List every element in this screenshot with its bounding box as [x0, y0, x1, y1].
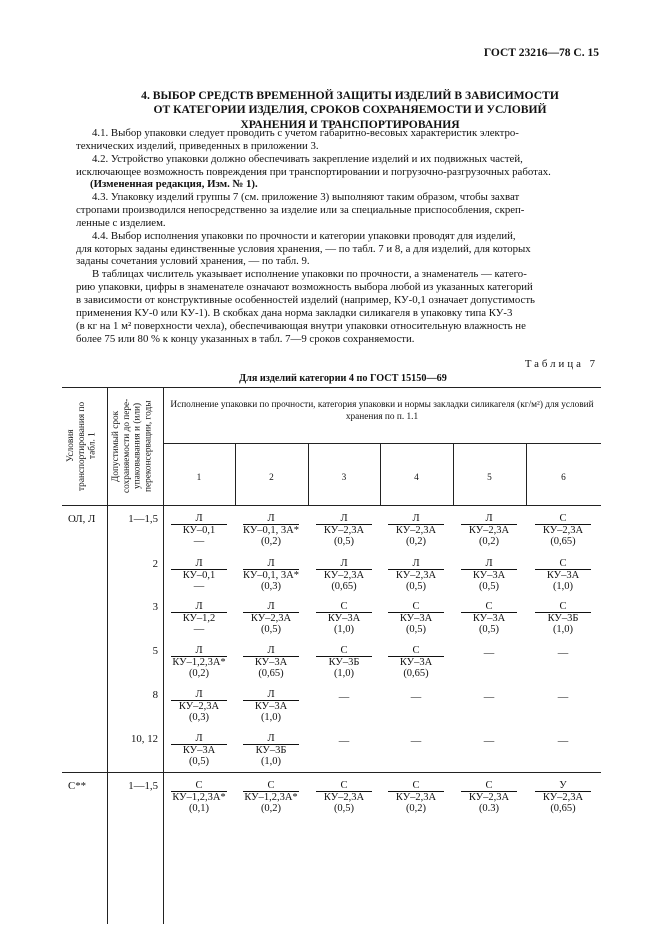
table-cell: [309, 558, 379, 592]
strength-class: Л: [267, 601, 275, 612]
table-cell: [528, 645, 598, 659]
table-cell: [454, 645, 524, 659]
silica-gel-norm: (1,0): [333, 624, 355, 635]
strength-class: С: [412, 780, 420, 791]
package-category: КУ–3А: [316, 612, 372, 624]
column-number: 1: [196, 473, 202, 483]
strength-class: Л: [485, 558, 493, 569]
package-category: КУ–0,1: [171, 569, 227, 581]
transport-condition: ОЛ, Л: [68, 513, 96, 525]
table-cell: [164, 780, 234, 814]
package-category: КУ–2,3А: [461, 791, 517, 803]
table-cell: [381, 645, 451, 679]
empty-dash: —: [338, 736, 350, 747]
table-cell: [381, 513, 451, 547]
header-divider: [163, 443, 601, 444]
package-category: КУ–0,1, 3А*: [243, 525, 299, 536]
table-top-border: [62, 387, 601, 388]
paragraph-line: исключающее возможность повреждения при транспортировании и погрузочно-разгрузочных работах.: [76, 165, 551, 178]
table-cell: [236, 558, 306, 592]
strength-class: Л: [267, 733, 275, 744]
table-cell: [381, 780, 451, 814]
strength-class: У: [559, 780, 567, 791]
silica-gel-norm: (0,5): [333, 536, 355, 547]
strength-class: Л: [340, 558, 348, 569]
table-cell: [309, 733, 379, 747]
empty-dash: —: [410, 692, 422, 703]
header-conditions: Условия транспортирования по табл. 1: [66, 401, 98, 491]
table-cell: [528, 780, 598, 814]
silica-gel-norm: —: [193, 581, 205, 592]
paragraph-line: 4.4. Выбор исполнения упаковки по прочности и категории упаковки проводят для изделий,: [92, 229, 516, 242]
header-storage-conditions: Исполнение упаковки по прочности, категория упаковки и нормы закладки силикагеля (кг/м²) для условий хранения по п. 1.1: [170, 400, 594, 422]
strength-class: Л: [267, 558, 275, 569]
package-category: КУ–3А: [243, 656, 299, 668]
silica-gel-norm: (1,0): [260, 712, 282, 723]
table-cell: [381, 601, 451, 635]
table-cell: [454, 689, 524, 703]
strength-class: Л: [195, 645, 203, 656]
strength-class: С: [340, 645, 348, 656]
table-cell: [164, 645, 234, 679]
strength-class: С: [485, 601, 493, 612]
table-cell: [528, 601, 598, 635]
silica-gel-norm: (0,2): [260, 803, 282, 814]
package-category: КУ–2,3А: [388, 524, 444, 536]
table-cell: [236, 689, 306, 723]
package-category: КУ–1,2,3А*: [172, 657, 226, 668]
silica-gel-norm: (0,2): [260, 536, 282, 547]
strength-class: С: [559, 513, 567, 524]
package-category: КУ–0,1, 3А*: [243, 570, 299, 581]
silica-gel-norm: (0,65): [258, 668, 284, 679]
amendment-note: (Измененная редакция, Изм. № 1).: [90, 178, 258, 191]
paragraph-line: технических изделий, приведенных в приложении 3.: [76, 139, 319, 152]
strength-class: С: [412, 645, 420, 656]
empty-dash: —: [410, 736, 422, 747]
package-category: КУ–2,3А: [535, 791, 591, 803]
paragraph-line: ленные с изделием.: [76, 216, 166, 229]
table-cell: [164, 558, 234, 592]
table-cell: [164, 733, 234, 767]
storage-term: 5: [152, 645, 158, 657]
table-cell: [236, 513, 306, 547]
package-category: КУ–2,3А: [243, 612, 299, 624]
empty-dash: —: [483, 736, 495, 747]
strength-class: С: [485, 780, 493, 791]
package-category: КУ–3А: [243, 700, 299, 712]
storage-term: 3: [152, 601, 158, 613]
package-category: КУ–3Б: [243, 744, 299, 756]
strength-class: С: [340, 780, 348, 791]
table-cell: [309, 513, 379, 547]
empty-dash: —: [557, 648, 569, 659]
table-cell: [236, 645, 306, 679]
table-cell: [381, 689, 451, 703]
storage-term: 8: [152, 689, 158, 701]
strength-class: Л: [412, 513, 420, 524]
column-number: 3: [341, 473, 347, 483]
strength-class: Л: [267, 689, 275, 700]
strength-class: Л: [195, 513, 203, 524]
package-category: КУ–1,2,3А*: [172, 792, 226, 803]
header-bottom-border: [62, 505, 601, 506]
body-text: [76, 127, 606, 345]
paragraph-line: в зависимости от конструктивные особенностей изделий (например, КУ-0,1 означает допустимость: [76, 293, 535, 306]
storage-term: 1—1,5: [128, 780, 158, 792]
paragraph-line: применения КУ-0 или КУ-1). В скобках дана норма закладки силикагеля в упаковку типа КУ-3: [76, 306, 513, 319]
section-title-line: ОТ КАТЕГОРИИ ИЗДЕЛИЯ, СРОКОВ СОХРАНЯЕМОСТИ И УСЛОВИЙ: [153, 103, 547, 117]
table-cell: [309, 689, 379, 703]
table-cell: [164, 601, 234, 635]
package-category: КУ–2,3А: [535, 524, 591, 536]
table-cell: [164, 689, 234, 723]
section-title-line: ХРАНЕНИЯ И ТРАНСПОРТИРОВАНИЯ: [240, 117, 460, 131]
package-category: КУ–3А: [461, 569, 517, 581]
table-cell: [381, 558, 451, 592]
silica-gel-norm: (0,65): [550, 803, 576, 814]
row-group-divider: [62, 772, 601, 773]
strength-class: С: [267, 780, 275, 791]
package-category: КУ–3А: [171, 744, 227, 756]
silica-gel-norm: (0,5): [333, 803, 355, 814]
silica-gel-norm: (0,5): [405, 581, 427, 592]
storage-term: 2: [152, 558, 158, 570]
column-number: 4: [414, 473, 419, 483]
silica-gel-norm: (0,65): [550, 536, 576, 547]
empty-dash: —: [483, 692, 495, 703]
silica-gel-norm: (0,2): [478, 536, 500, 547]
paragraph-line: более 75 или 80 % к концу указанных в табл. 7—9 сроков сохраняемости.: [76, 332, 415, 345]
package-category: КУ–3А: [388, 656, 444, 668]
package-category: КУ–2,3А: [171, 700, 227, 712]
strength-class: Л: [267, 513, 275, 524]
paragraph-line: для которых заданы единственные условия хранения, — по табл. 7 и 8, а для изделий, для которых: [76, 242, 531, 255]
paragraph-line: В таблицах числитель указывает исполнение упаковки по прочности, а знаменатель — катего-: [92, 268, 527, 281]
silica-gel-norm: (0,65): [403, 668, 429, 679]
section-title: [90, 89, 610, 132]
package-category: КУ–1,2,3А*: [244, 792, 298, 803]
paragraph-line: рию упаковки, цифры в знаменателе означают возможность выбора любой из указанных категорий: [76, 281, 533, 294]
package-category: КУ–2,3А: [316, 524, 372, 536]
column-number: 2: [269, 473, 274, 483]
table-cell: [528, 558, 598, 592]
silica-gel-norm: (0,5): [188, 756, 210, 767]
strength-class: Л: [412, 558, 420, 569]
silica-gel-norm: —: [193, 624, 205, 635]
package-category: КУ–0,1: [171, 524, 227, 536]
strength-class: Л: [485, 513, 493, 524]
package-category: КУ–2,3А: [316, 791, 372, 803]
table-cell: [528, 689, 598, 703]
table-cell: [309, 601, 379, 635]
transport-condition: С**: [68, 780, 86, 792]
package-category: КУ–1,2: [171, 612, 227, 624]
package-category: КУ–3А: [461, 612, 517, 624]
strength-class: С: [559, 601, 567, 612]
table-number: Таблица 7: [524, 358, 598, 370]
paragraph-line: стропами производился непосредственно за изделие или за специальные приспособления, скреп-: [76, 204, 525, 217]
silica-gel-norm: (1,0): [260, 756, 282, 767]
header-term: Допустимый срок сохраняемости до пере-упаковывания и (или) переконсервации, годы: [111, 398, 154, 494]
silica-gel-norm: (0,5): [260, 624, 282, 635]
package-category: КУ–3А: [535, 569, 591, 581]
storage-term: 1—1,5: [128, 513, 158, 525]
silica-gel-norm: (0.3): [478, 803, 500, 814]
empty-dash: —: [338, 692, 350, 703]
table-cell: [309, 780, 379, 814]
table-cell: [381, 733, 451, 747]
silica-gel-norm: (0,2): [405, 536, 427, 547]
table-cell: [454, 601, 524, 635]
paragraph-line: 4.1. Выбор упаковки следует проводить с учетом габаритно-весовых характеристик электро-: [92, 127, 519, 139]
empty-dash: —: [483, 648, 495, 659]
empty-dash: —: [557, 736, 569, 747]
paragraph-line: заданы сочетания условий хранения, — по табл. 9.: [76, 255, 310, 268]
table-cell: [454, 513, 524, 547]
strength-class: Л: [195, 733, 203, 744]
package-category: КУ–2,3А: [388, 569, 444, 581]
page-header: ГОСТ 23216—78 С. 15: [483, 47, 599, 59]
package-category: КУ–2,3А: [461, 524, 517, 536]
silica-gel-norm: (0,5): [478, 581, 500, 592]
paragraph-line: 4.2. Устройство упаковки должно обеспечивать закрепление изделий и их подвижных частей,: [92, 152, 523, 165]
strength-class: Л: [267, 645, 275, 656]
paragraph-line: 4.3. Упаковку изделий группы 7 (см. приложение 3) выполняют таким образом, чтобы захват: [92, 191, 520, 204]
table-cell: [236, 780, 306, 814]
empty-dash: —: [557, 692, 569, 703]
strength-class: Л: [340, 513, 348, 524]
package-category: КУ–3Б: [316, 656, 372, 668]
strength-class: Л: [195, 601, 203, 612]
package-category: КУ–3Б: [535, 612, 591, 624]
table-cell: [528, 733, 598, 747]
silica-gel-norm: (1,0): [552, 581, 574, 592]
strength-class: С: [195, 780, 203, 791]
silica-gel-norm: (0,5): [478, 624, 500, 635]
table-cell: [528, 513, 598, 547]
silica-gel-norm: (1,0): [552, 624, 574, 635]
section-title-line: 4. ВЫБОР СРЕДСТВ ВРЕМЕННОЙ ЗАЩИТЫ ИЗДЕЛИЙ В ЗАВИСИМОСТИ: [141, 89, 559, 102]
strength-class: Л: [195, 558, 203, 569]
package-category: КУ–2,3А: [316, 569, 372, 581]
table-cell: [164, 513, 234, 547]
column-number: 5: [487, 473, 492, 483]
silica-gel-norm: (0,1): [188, 803, 210, 814]
storage-term: 10, 12: [131, 733, 158, 745]
strength-class: Л: [195, 689, 203, 700]
table-caption: Для изделий категории 4 по ГОСТ 15150—69: [239, 373, 447, 384]
silica-gel-norm: (0,2): [188, 668, 210, 679]
table-cell: [454, 780, 524, 814]
strength-class: С: [559, 558, 567, 569]
silica-gel-norm: (1,0): [333, 668, 355, 679]
silica-gel-norm: —: [193, 536, 205, 547]
table-7: [62, 387, 601, 924]
table-cell: [236, 601, 306, 635]
table-cell: [309, 645, 379, 679]
table-cell: [454, 733, 524, 747]
strength-class: С: [412, 601, 420, 612]
column-number: 6: [561, 473, 566, 483]
package-category: КУ–3А: [388, 612, 444, 624]
table-cell: [236, 733, 306, 767]
silica-gel-norm: (0,2): [405, 803, 427, 814]
silica-gel-norm: (0,3): [188, 712, 210, 723]
silica-gel-norm: (0,65): [331, 581, 357, 592]
silica-gel-norm: (0,3): [260, 581, 282, 592]
table-cell: [454, 558, 524, 592]
paragraph-line: (в кг на 1 м² поверхности чехла), обеспечивающая внутри упаковки относительную влажность не: [76, 319, 526, 332]
package-category: КУ–2,3А: [388, 791, 444, 803]
silica-gel-norm: (0,5): [405, 624, 427, 635]
strength-class: С: [340, 601, 348, 612]
